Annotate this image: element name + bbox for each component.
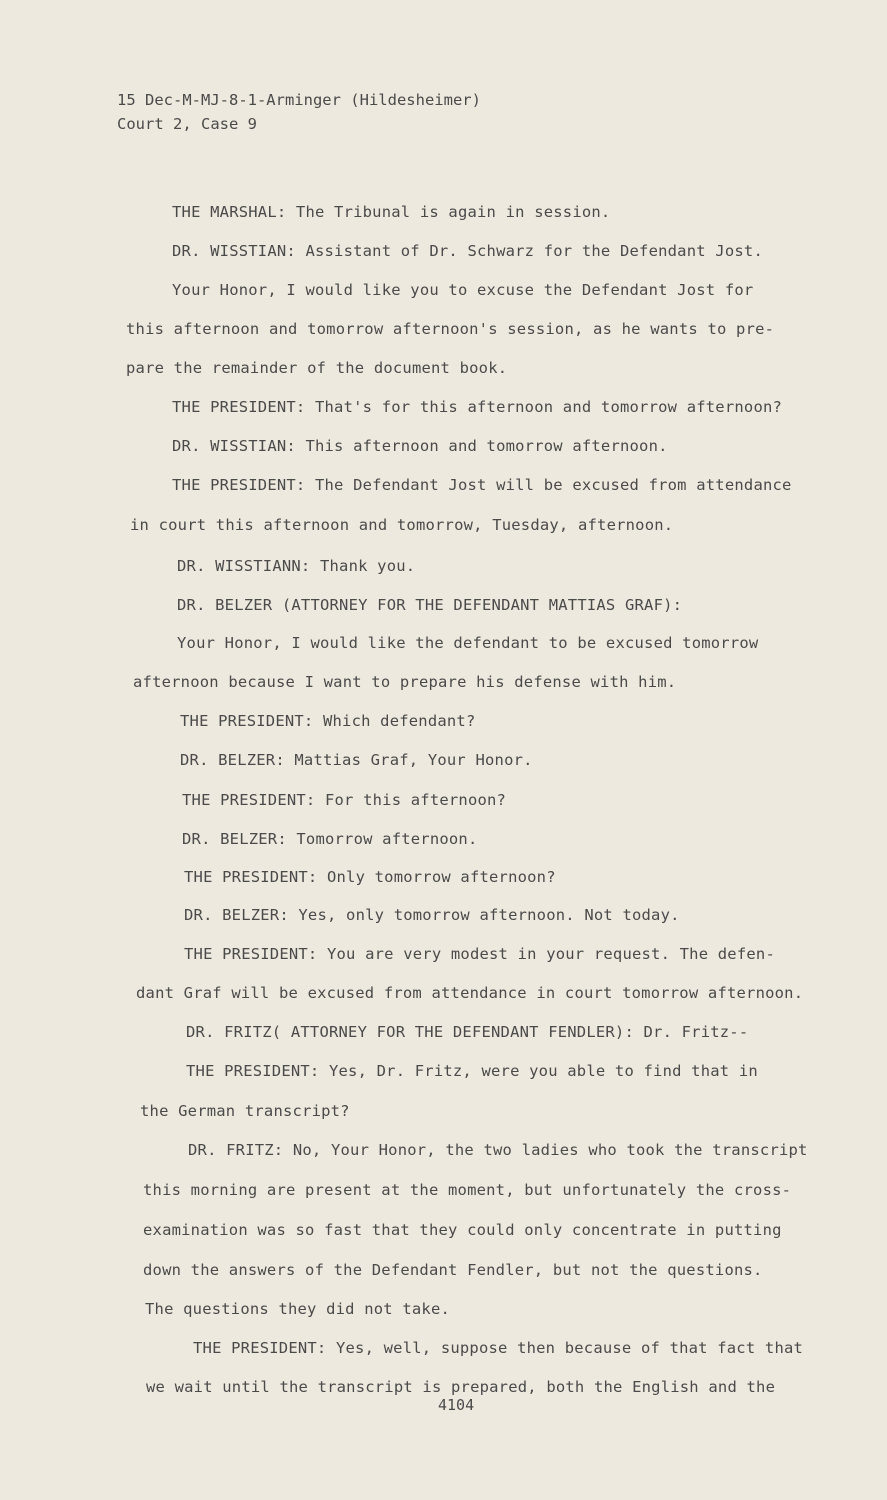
transcript-line: Your Honor, I would like you to excuse the Defendant Jost for	[172, 281, 754, 299]
header-court-case: Court 2, Case 9	[117, 115, 257, 133]
transcript-line: THE MARSHAL: The Tribunal is again in session.	[172, 203, 611, 221]
transcript-line: down the answers of the Defendant Fendler, but not the questions.	[143, 1261, 763, 1279]
transcript-line: in court this afternoon and tomorrow, Tuesday, afternoon.	[130, 516, 674, 534]
transcript-line: we wait until the transcript is prepared, both the English and the	[146, 1378, 776, 1396]
transcript-line: DR. BELZER: Mattias Graf, Your Honor.	[180, 751, 533, 769]
transcript-line: afternoon because I want to prepare his defense with him.	[133, 673, 677, 691]
transcript-line: DR. FRITZ: No, Your Honor, the two ladies who took the transcript	[188, 1141, 808, 1159]
transcript-line: Your Honor, I would like the defendant to be excused tomorrow	[177, 634, 759, 652]
transcript-line: THE PRESIDENT: That's for this afternoon and tomorrow afternoon?	[172, 398, 783, 416]
transcript-line: THE PRESIDENT: Yes, Dr. Fritz, were you able to find that in	[186, 1062, 758, 1080]
transcript-line: THE PRESIDENT: You are very modest in your request. The defen-	[184, 945, 775, 963]
transcript-line: THE PRESIDENT: Only tomorrow afternoon?	[184, 868, 556, 886]
transcript-line: DR. WISSTIANN: Thank you.	[177, 557, 416, 575]
transcript-line: pare the remainder of the document book.	[126, 359, 508, 377]
transcript-line: DR. BELZER: Yes, only tomorrow afternoon. Not today.	[184, 906, 680, 924]
transcript-line: THE PRESIDENT: Yes, well, suppose then because of that fact that	[193, 1339, 804, 1357]
transcript-line: DR. WISSTIAN: Assistant of Dr. Schwarz for the Defendant Jost.	[172, 242, 763, 260]
transcript-line: DR. BELZER (ATTORNEY FOR THE DEFENDANT MATTIAS GRAF):	[177, 596, 683, 614]
transcript-line: DR. WISSTIAN: This afternoon and tomorrow afternoon.	[172, 437, 668, 455]
transcript-line: THE PRESIDENT: Which defendant?	[180, 712, 476, 730]
transcript-line: DR. FRITZ( ATTORNEY FOR THE DEFENDANT FENDLER): Dr. Fritz--	[186, 1023, 749, 1041]
transcript-line: THE PRESIDENT: The Defendant Jost will be excused from attendance	[172, 476, 792, 494]
transcript-line: examination was so fast that they could only concentrate in putting	[143, 1221, 782, 1239]
transcript-line: The questions they did not take.	[145, 1300, 451, 1318]
transcript-line: THE PRESIDENT: For this afternoon?	[182, 791, 507, 809]
header-reference: 15 Dec-M-MJ-8-1-Arminger (Hildesheimer)	[117, 91, 481, 109]
document-header	[117, 88, 481, 136]
page-number: 4104	[438, 1396, 475, 1414]
transcript-line: DR. BELZER: Tomorrow afternoon.	[182, 830, 478, 848]
transcript-line: this afternoon and tomorrow afternoon's session, as he wants to pre-	[126, 320, 775, 338]
transcript-line: this morning are present at the moment, but unfortunately the cross-	[143, 1181, 792, 1199]
transcript-line: the German transcript?	[140, 1102, 350, 1120]
transcript-line: dant Graf will be excused from attendance in court tomorrow afternoon.	[136, 984, 804, 1002]
